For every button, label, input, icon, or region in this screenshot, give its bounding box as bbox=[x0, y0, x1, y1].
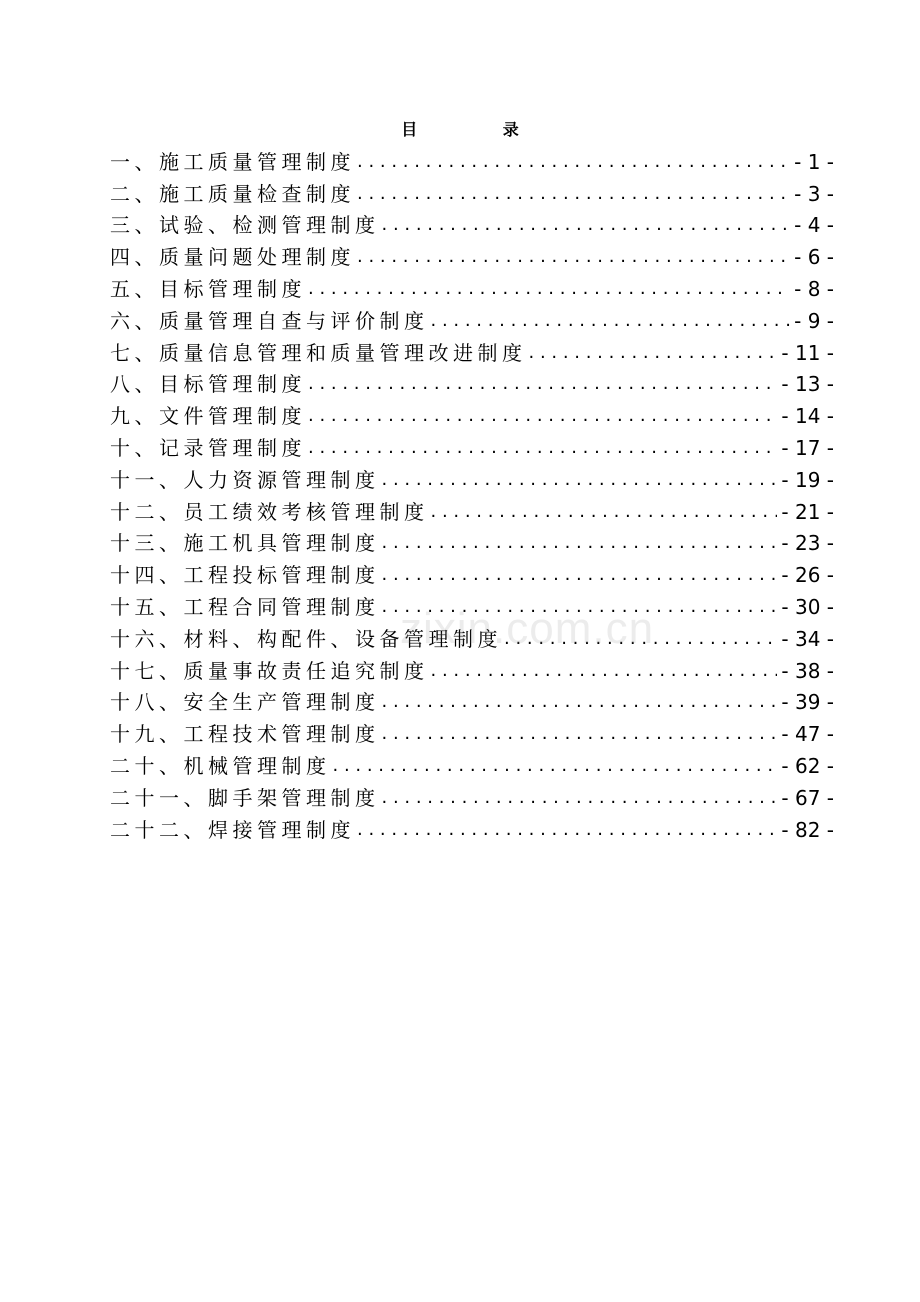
toc-entry[interactable] bbox=[110, 336, 834, 368]
table-of-contents bbox=[110, 145, 834, 845]
toc-entry-label: 十六、材料、构配件、设备管理制度 bbox=[110, 626, 502, 651]
dot-leader bbox=[306, 274, 790, 304]
toc-entry[interactable] bbox=[110, 654, 834, 686]
toc-entry-label: 二、施工质量检查制度 bbox=[110, 181, 355, 206]
toc-entry[interactable] bbox=[110, 463, 834, 495]
toc-entry-label: 九、文件管理制度 bbox=[110, 404, 306, 429]
toc-entry-page: - 39 - bbox=[781, 690, 834, 715]
toc-entry-label: 十一、人力资源管理制度 bbox=[110, 467, 380, 492]
dot-leader bbox=[502, 624, 777, 654]
toc-entry[interactable] bbox=[110, 527, 834, 559]
dot-leader bbox=[380, 783, 778, 813]
dot-leader bbox=[331, 751, 778, 781]
dot-leader bbox=[380, 592, 778, 622]
toc-entry[interactable] bbox=[110, 717, 834, 749]
toc-entry-label: 四、质量问题处理制度 bbox=[110, 245, 355, 270]
toc-entry[interactable] bbox=[110, 781, 834, 813]
toc-entry[interactable] bbox=[110, 813, 834, 845]
dot-leader bbox=[380, 719, 778, 749]
toc-entry[interactable] bbox=[110, 590, 834, 622]
toc-entry[interactable] bbox=[110, 145, 834, 177]
dot-leader bbox=[380, 210, 791, 240]
toc-entry-page: - 47 - bbox=[781, 722, 834, 747]
toc-entry-page: - 62 - bbox=[781, 753, 834, 778]
dot-leader bbox=[380, 465, 778, 495]
toc-entry-label: 二十、机械管理制度 bbox=[110, 753, 331, 778]
toc-entry-page: - 3 - bbox=[794, 181, 834, 206]
toc-entry-label: 一、施工质量管理制度 bbox=[110, 149, 355, 174]
dot-leader bbox=[306, 433, 777, 463]
toc-entry[interactable] bbox=[110, 272, 834, 304]
toc-entry-label: 十九、工程技术管理制度 bbox=[110, 722, 380, 747]
toc-entry-label: 五、目标管理制度 bbox=[110, 276, 306, 301]
toc-entry-page: - 8 - bbox=[794, 276, 834, 301]
dot-leader bbox=[429, 306, 791, 336]
toc-entry-page: - 19 - bbox=[781, 467, 834, 492]
toc-entry-page: - 6 - bbox=[794, 245, 834, 270]
dot-leader bbox=[429, 497, 778, 527]
dot-leader bbox=[380, 528, 778, 558]
toc-entry-page: - 9 - bbox=[794, 308, 834, 333]
toc-entry-page: - 13 - bbox=[781, 372, 834, 397]
toc-entry-label: 十五、工程合同管理制度 bbox=[110, 594, 380, 619]
toc-entry-label: 十二、员工绩效考核管理制度 bbox=[110, 499, 429, 524]
toc-entry-label: 十四、工程投标管理制度 bbox=[110, 563, 380, 588]
toc-entry-page: - 34 - bbox=[781, 626, 834, 651]
toc-entry-page: - 67 - bbox=[781, 785, 834, 810]
toc-entry-page: - 1 - bbox=[794, 149, 834, 174]
toc-entry-label: 十七、质量事故责任追究制度 bbox=[110, 658, 429, 683]
toc-entry-page: - 30 - bbox=[781, 594, 834, 619]
toc-entry-label: 十八、安全生产管理制度 bbox=[110, 690, 380, 715]
toc-entry[interactable] bbox=[110, 177, 834, 209]
toc-entry-label: 六、质量管理自查与评价制度 bbox=[110, 308, 429, 333]
toc-entry[interactable] bbox=[110, 686, 834, 718]
toc-entry[interactable] bbox=[110, 304, 834, 336]
toc-entry-page: - 23 - bbox=[781, 531, 834, 556]
toc-entry-page: - 82 - bbox=[781, 817, 834, 842]
dot-leader bbox=[355, 179, 790, 209]
toc-entry-label: 二十一、脚手架管理制度 bbox=[110, 785, 380, 810]
toc-entry[interactable] bbox=[110, 240, 834, 272]
toc-entry[interactable] bbox=[110, 431, 834, 463]
dot-leader bbox=[380, 687, 778, 717]
dot-leader bbox=[355, 147, 790, 177]
toc-entry-label: 八、目标管理制度 bbox=[110, 372, 306, 397]
toc-entry[interactable] bbox=[110, 399, 834, 431]
toc-entry[interactable] bbox=[110, 622, 834, 654]
dot-leader bbox=[527, 338, 778, 368]
toc-entry-label: 二十二、焊接管理制度 bbox=[110, 817, 355, 842]
toc-entry-label: 十、记录管理制度 bbox=[110, 435, 306, 460]
dot-leader bbox=[355, 815, 777, 845]
toc-entry-page: - 14 - bbox=[781, 404, 834, 429]
toc-entry-label: 三、试验、检测管理制度 bbox=[110, 213, 380, 238]
watermark: zixin.com.cn bbox=[400, 604, 655, 653]
toc-entry-page: - 21 - bbox=[781, 499, 834, 524]
dot-leader bbox=[306, 369, 777, 399]
toc-entry-page: - 4 - bbox=[794, 213, 834, 238]
toc-entry-page: - 38 - bbox=[781, 658, 834, 683]
toc-entry[interactable] bbox=[110, 209, 834, 241]
toc-title: 目 录 bbox=[401, 120, 559, 139]
toc-entry[interactable] bbox=[110, 749, 834, 781]
toc-entry-page: - 17 - bbox=[781, 435, 834, 460]
toc-entry-label: 十三、施工机具管理制度 bbox=[110, 531, 380, 556]
dot-leader bbox=[429, 656, 778, 686]
dot-leader bbox=[306, 401, 777, 431]
toc-entry[interactable] bbox=[110, 368, 834, 400]
dot-leader bbox=[380, 560, 778, 590]
toc-entry[interactable] bbox=[110, 495, 834, 527]
toc-entry[interactable] bbox=[110, 558, 834, 590]
toc-entry-label: 七、质量信息管理和质量管理改进制度 bbox=[110, 340, 527, 365]
toc-entry-page: - 26 - bbox=[781, 563, 834, 588]
dot-leader bbox=[355, 242, 790, 272]
toc-entry-page: - 11 - bbox=[781, 340, 834, 365]
